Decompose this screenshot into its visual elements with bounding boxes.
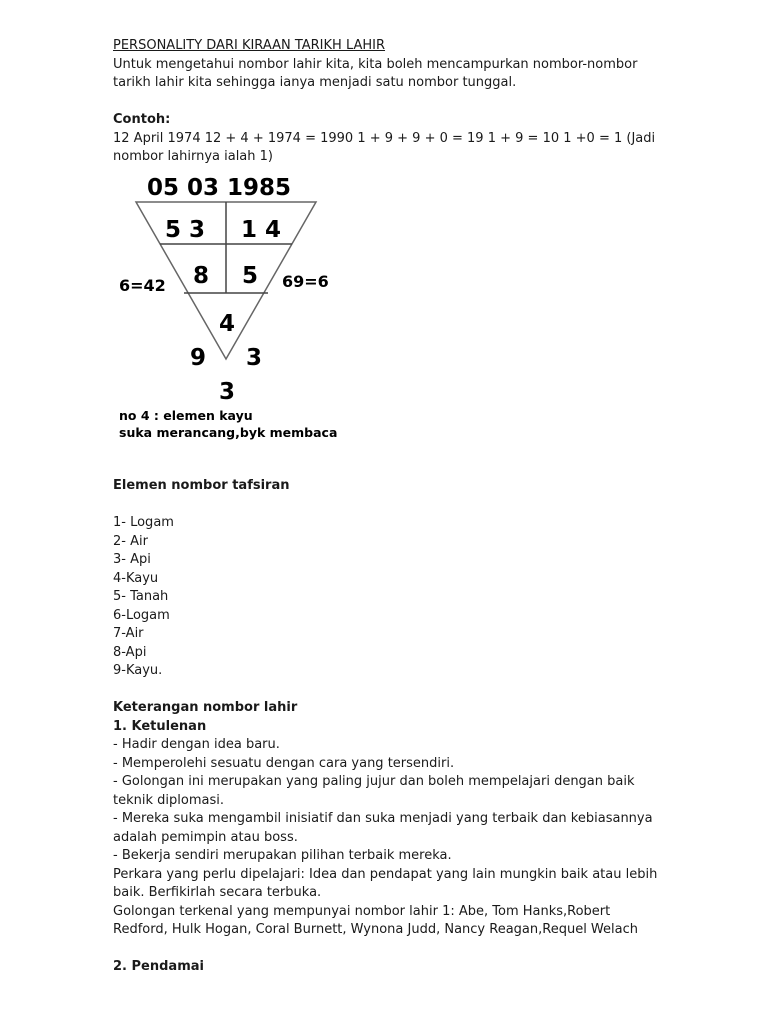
section1-heading: 1. Ketulenan <box>113 718 207 734</box>
diagram-center: 4 <box>219 310 236 337</box>
section1-item: - Golongan ini merupakan yang paling jujur dan boleh mempelajari dengan baik teknik diplomasi. <box>113 774 635 808</box>
element-item: 4-Kayu <box>113 570 159 586</box>
elements-heading: Elemen nombor tafsiran <box>113 478 290 493</box>
document-title: PERSONALITY DARI KIRAAN TARIKH LAHIR <box>113 38 386 53</box>
section1-item: - Hadir dengan idea baru. <box>113 737 280 752</box>
diagram-lower-right: 3 <box>246 344 263 371</box>
birth-number-diagram <box>113 169 353 449</box>
diagram-date: 05 03 1985 <box>147 174 292 201</box>
diagram-left-label: 6=42 <box>119 275 166 295</box>
example-text: 12 April 1974 12 + 4 + 1974 = 1990 1 + 9 + 9 + 0 = 19 1 + 9 = 10 1 +0 = 1 (Jadi nombor lahirnya ialah 1) <box>113 130 656 164</box>
element-item: 1- Logam <box>113 515 174 530</box>
section1-famous: Golongan terkenal yang mempunyai nombor lahir 1: Abe, Tom Hanks,Robert Redford, Hulk Hogan, Coral Burnett, Wynona Judd, Nancy Reagan,Requel Welach <box>113 903 638 937</box>
section1-item: - Bekerja sendiri merupakan pilihan terbaik mereka. <box>113 848 452 863</box>
triangle-diagram-svg <box>113 169 353 449</box>
diagram-right-label: 69=6 <box>282 271 329 291</box>
diagram-caption-1: no 4 : elemen kayu <box>119 407 253 423</box>
element-item: 7-Air <box>113 626 144 641</box>
diagram-mid-left: 8 <box>193 262 210 289</box>
element-item: 9-Kayu. <box>113 663 163 678</box>
element-item: 8-Api <box>113 644 147 660</box>
element-item: 6-Logam <box>113 607 170 623</box>
section1-item: - Mereka suka mengambil inisiatif dan suka menjadi yang terbaik dan kebiasannya adalah pemimpin atau boss. <box>113 811 653 845</box>
section2-heading: 2. Pendamai <box>113 959 204 974</box>
diagram-top-right: 1 4 <box>241 216 282 243</box>
elements-list <box>113 514 658 681</box>
document-page <box>113 37 658 977</box>
section1-item: - Memperolehi sesuatu dengan cara yang tersendiri. <box>113 755 455 771</box>
section1-learn: Perkara yang perlu dipelajari: Idea dan pendapat yang lain mungkin baik atau lebih baik. Berfikirlah secara terbuka. <box>113 866 658 900</box>
diagram-lower-left: 9 <box>190 344 207 371</box>
intro-paragraph: Untuk mengetahui nombor lahir kita, kita boleh mencampurkan nombor-nombor tarikh lahir kita sehingga ianya menjadi satu nombor tunggal. <box>113 56 638 90</box>
diagram-mid-right: 5 <box>242 262 259 289</box>
element-item: 5- Tanah <box>113 589 169 604</box>
example-heading: Contoh: <box>113 112 171 127</box>
diagram-caption-2: suka merancang,byk membaca <box>119 424 338 440</box>
element-item: 2- Air <box>113 533 148 549</box>
element-item: 3- Api <box>113 552 151 567</box>
diagram-top-left: 5 3 <box>165 216 206 243</box>
diagram-bottom: 3 <box>219 378 236 405</box>
explain-heading: Keterangan nombor lahir <box>113 700 298 715</box>
